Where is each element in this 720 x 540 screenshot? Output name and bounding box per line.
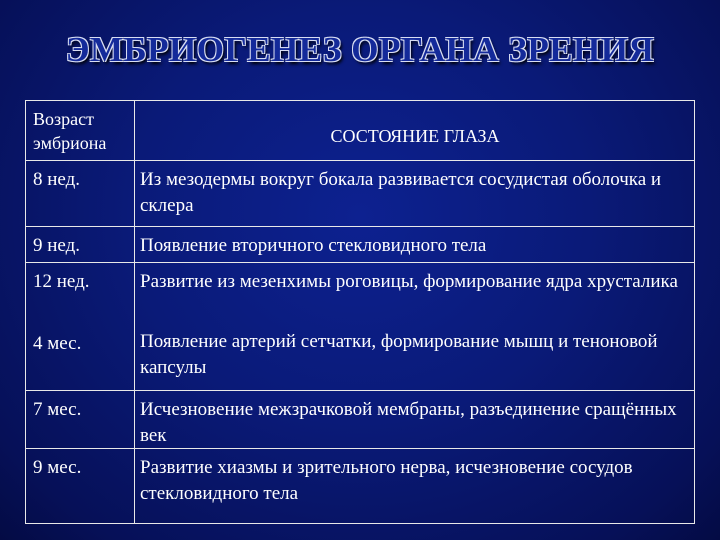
table-row xyxy=(26,263,694,323)
embryogenesis-table xyxy=(25,100,695,524)
row-description: Развитие хиазмы и зрительного нерва, исчезновение сосудов стекловидного тела xyxy=(140,457,633,504)
row-age: 8 нед. xyxy=(33,169,81,190)
row-description: Из мезодермы вокруг бокала развивается сосудистая оболочка и склера xyxy=(140,169,662,216)
table-header-row xyxy=(26,101,694,161)
table-row xyxy=(26,323,694,391)
row-age: 4 мес. xyxy=(33,333,82,354)
row-description: Развитие из мезенхимы роговицы, формирование ядра хрусталика xyxy=(140,271,678,292)
row-description: Появление вторичного стекловидного тела xyxy=(140,235,487,256)
row-age: 9 мес. xyxy=(33,457,82,478)
row-age: 9 нед. xyxy=(33,235,81,256)
table-row xyxy=(26,449,694,523)
row-description: Исчезновение межзрачковой мембраны, разъединение сращённых век xyxy=(140,399,677,446)
row-age: 12 нед. xyxy=(33,271,90,292)
slide-title: ЭМБРИОГЕНЕЗ ОРГАНА ЗРЕНИЯ xyxy=(65,30,655,69)
row-age: 7 мес. xyxy=(33,399,82,420)
header-age: Возраст эмбриона xyxy=(33,109,107,153)
header-eye-state: СОСТОЯНИЕ ГЛАЗА xyxy=(330,126,500,146)
row-description: Появление артерий сетчатки, формирование мышц и теноновой капсулы xyxy=(140,331,658,378)
table-row xyxy=(26,227,694,263)
table-row xyxy=(26,161,694,227)
table-row xyxy=(26,391,694,449)
